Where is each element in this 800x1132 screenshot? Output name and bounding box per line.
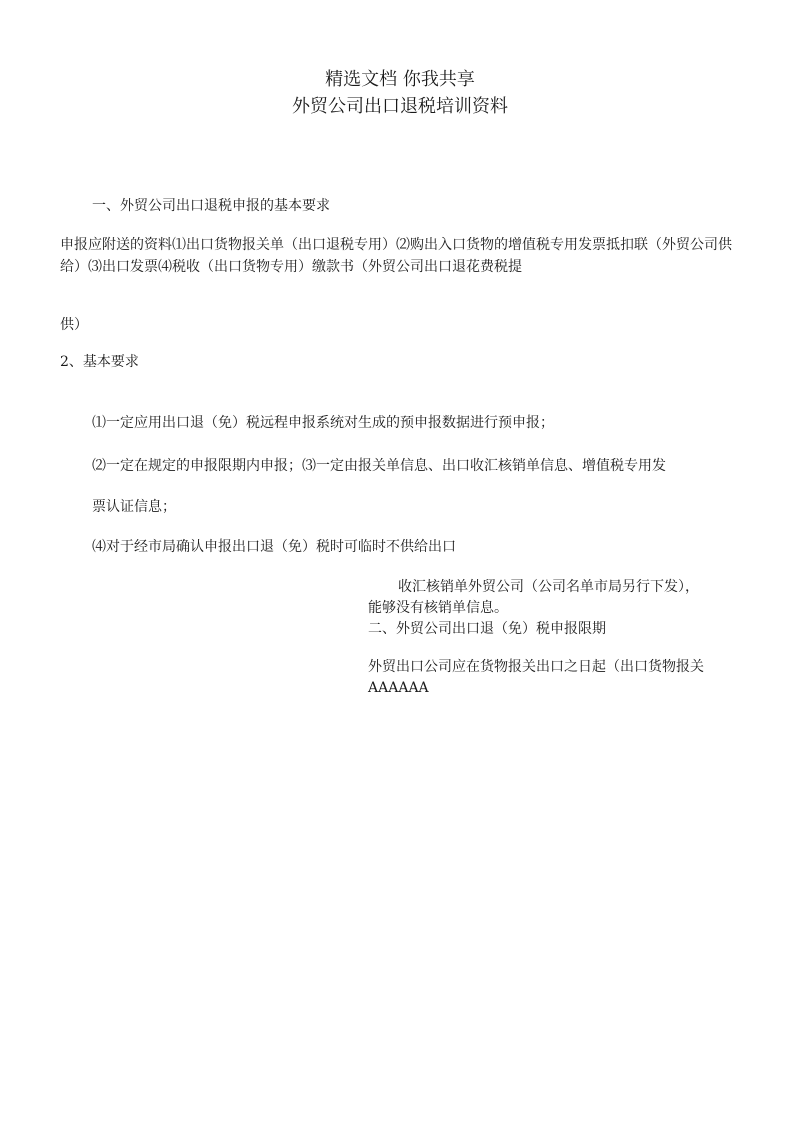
header-line-1: 精选文档 你我共享 [325,69,475,90]
section-1-heading: 一、外贸公司出口退税申报的基本要求 [92,198,330,214]
section-1-continuation: 供） [60,317,88,333]
right-para-1-line-1: 收汇核销单外贸公司（公司名单市局另行下发）， [398,579,699,595]
requirement-item-1: ⑴一定应用出口退（免）税远程申报系统对生成的预申报数据进行预申报； [92,415,554,431]
requirement-item-2-continuation: 票认证信息； [92,499,176,515]
right-para-2-line-1: 外贸出口公司应在货物报关出口之日起（出口货物报关 [368,659,704,675]
requirement-item-2: ⑵一定在规定的申报限期内申报；⑶一定由报关单信息、出口收汇核销单信息、增值税专用发 [92,458,666,474]
section-two-heading: 二、外贸公司出口退（免）税申报限期 [368,621,606,637]
requirement-item-4: ⑷对于经市局确认申报出口退（免）税时可临时不供给出口 [92,539,456,555]
right-para-2-line-2: AAAAAA [368,680,429,696]
document-title: 外贸公司出口退税培训资料 [292,96,508,117]
right-para-1-line-2: 能够没有核销单信息。 [368,600,508,616]
section-1-paragraph: 申报应附送的资料⑴出口货物报关单（出口退税专用）⑵购出入口货物的增值税专用发票抵扣联（外贸公司供给）⑶出口发票⑷税收（出口货物专用）缴款书（外贸公司出口退花费税提 [60,237,732,275]
section-2-heading: 2、基本要求 [60,354,139,370]
